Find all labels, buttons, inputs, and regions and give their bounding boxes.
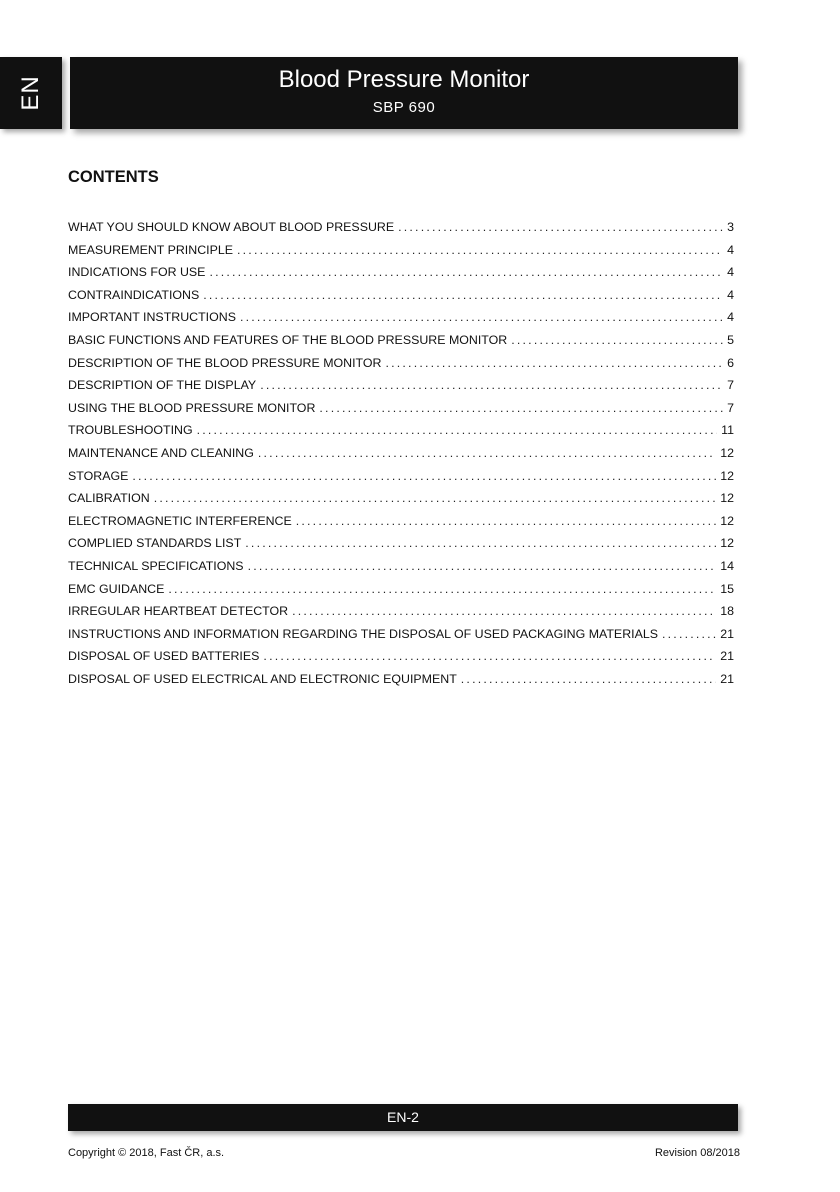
model-number: SBP 690 bbox=[372, 99, 436, 116]
toc-entry bbox=[68, 239, 734, 262]
toc-dot-leader bbox=[245, 532, 716, 555]
toc-entry-page: 12 bbox=[720, 513, 734, 528]
toc-entry-page: 4 bbox=[727, 242, 734, 257]
toc-entry-label: DESCRIPTION OF THE DISPLAY bbox=[68, 378, 257, 393]
toc-entry bbox=[68, 442, 734, 465]
toc-dot-leader bbox=[296, 510, 716, 533]
toc-entry-label: IMPORTANT INSTRUCTIONS bbox=[68, 310, 236, 325]
toc-dot-leader bbox=[197, 419, 718, 442]
toc-entry bbox=[68, 306, 734, 329]
header-bar bbox=[70, 57, 738, 129]
toc-dot-leader bbox=[237, 239, 723, 262]
toc-entry bbox=[68, 261, 734, 284]
toc-entry bbox=[68, 465, 734, 488]
toc-entry bbox=[68, 419, 734, 442]
toc-entry-label: MEASUREMENT PRINCIPLE bbox=[68, 242, 234, 257]
toc-entry bbox=[68, 352, 734, 375]
toc-entry-label: DISPOSAL OF USED BATTERIES bbox=[68, 649, 260, 664]
toc-entry-label: DESCRIPTION OF THE BLOOD PRESSURE MONITOR bbox=[68, 355, 382, 370]
language-tab-label: EN bbox=[17, 75, 44, 111]
toc-entry-page: 18 bbox=[720, 604, 734, 619]
toc-dot-leader bbox=[132, 465, 716, 488]
contents-heading: CONTENTS bbox=[68, 168, 159, 186]
toc-dot-leader bbox=[319, 397, 723, 420]
toc-entry-label: INSTRUCTIONS AND INFORMATION REGARDING THE DISPOSAL OF USED PACKAGING MATERIALS bbox=[68, 626, 659, 641]
toc-entry-label: WHAT YOU SHOULD KNOW ABOUT BLOOD PRESSURE bbox=[68, 220, 395, 234]
toc-entry-page: 12 bbox=[720, 445, 734, 460]
toc-entry-page: 3 bbox=[727, 220, 734, 234]
toc-entry-label: EMC GUIDANCE bbox=[68, 581, 165, 596]
toc-entry bbox=[68, 668, 734, 691]
toc-entry bbox=[68, 216, 734, 239]
toc-entry-label: IRREGULAR HEARTBEAT DETECTOR bbox=[68, 604, 289, 619]
toc-entry-page: 21 bbox=[720, 649, 734, 664]
toc-dot-leader bbox=[398, 216, 723, 239]
toc-entry-page: 12 bbox=[720, 536, 734, 551]
toc-entry bbox=[68, 510, 734, 533]
toc-dot-leader bbox=[248, 555, 717, 578]
toc-entry-page: 21 bbox=[720, 626, 734, 641]
toc-entry-label: TECHNICAL SPECIFICATIONS bbox=[68, 558, 244, 573]
table-of-contents bbox=[68, 216, 734, 690]
toc-dot-leader bbox=[662, 623, 716, 646]
toc-entry-page: 12 bbox=[720, 468, 734, 483]
toc-entry bbox=[68, 532, 734, 555]
toc-entry-label: ELECTROMAGNETIC INTERFERENCE bbox=[68, 513, 292, 528]
toc-entry-label: COMPLIED STANDARDS LIST bbox=[68, 536, 242, 551]
toc-entry-label: CALIBRATION bbox=[68, 491, 150, 506]
toc-entry-label: MAINTENANCE AND CLEANING bbox=[68, 445, 254, 460]
toc-entry-page: 4 bbox=[727, 265, 734, 280]
toc-entry-page: 11 bbox=[721, 423, 734, 438]
toc-entry bbox=[68, 329, 734, 352]
toc-entry-page: 12 bbox=[720, 491, 734, 506]
toc-entry bbox=[68, 397, 734, 420]
toc-dot-leader bbox=[209, 261, 723, 284]
toc-entry-page: 21 bbox=[720, 671, 734, 686]
toc-entry-page: 6 bbox=[727, 355, 734, 370]
toc-entry bbox=[68, 374, 734, 397]
toc-dot-leader bbox=[240, 306, 723, 329]
document-title: Blood Pressure Monitor bbox=[278, 66, 530, 93]
toc-entry-page: 14 bbox=[720, 558, 734, 573]
toc-entry bbox=[68, 645, 734, 668]
toc-dot-leader bbox=[263, 645, 716, 668]
toc-entry-page: 7 bbox=[727, 400, 734, 415]
footer-page-number-bar bbox=[68, 1104, 738, 1131]
toc-entry bbox=[68, 600, 734, 623]
toc-dot-leader bbox=[258, 442, 716, 465]
revision-label: Revision 08/2018 bbox=[654, 1147, 740, 1159]
toc-entry-page: 5 bbox=[727, 332, 734, 347]
toc-entry-label: BASIC FUNCTIONS AND FEATURES OF THE BLOOD PRESSURE MONITOR bbox=[68, 332, 508, 347]
toc-dot-leader bbox=[292, 600, 716, 623]
page-number: EN-2 bbox=[387, 1109, 419, 1125]
toc-dot-leader bbox=[203, 284, 723, 307]
toc-entry bbox=[68, 623, 734, 646]
toc-entry-page: 4 bbox=[727, 310, 734, 325]
toc-entry bbox=[68, 555, 734, 578]
toc-dot-leader bbox=[168, 578, 716, 601]
toc-dot-leader bbox=[260, 374, 723, 397]
toc-entry-page: 7 bbox=[727, 378, 734, 393]
toc-entry bbox=[68, 284, 734, 307]
toc-entry-label: CONTRAINDICATIONS bbox=[68, 287, 200, 302]
toc-entry bbox=[68, 578, 734, 601]
toc-entry-label: USING THE BLOOD PRESSURE MONITOR bbox=[68, 400, 316, 415]
toc-entry-label: DISPOSAL OF USED ELECTRICAL AND ELECTRONIC EQUIPMENT bbox=[68, 671, 457, 686]
toc-entry bbox=[68, 487, 734, 510]
toc-entry-page: 4 bbox=[727, 287, 734, 302]
toc-entry-page: 15 bbox=[720, 581, 734, 596]
toc-dot-leader bbox=[511, 329, 723, 352]
toc-dot-leader bbox=[154, 487, 717, 510]
toc-dot-leader bbox=[461, 668, 716, 691]
copyright-notice: Copyright © 2018, Fast ČR, a.s. bbox=[68, 1147, 225, 1159]
toc-dot-leader bbox=[385, 352, 723, 375]
toc-entry-label: TROUBLESHOOTING bbox=[68, 423, 193, 438]
toc-entry-label: INDICATIONS FOR USE bbox=[68, 265, 206, 280]
toc-entry-label: STORAGE bbox=[68, 468, 129, 483]
language-tab bbox=[0, 57, 62, 129]
